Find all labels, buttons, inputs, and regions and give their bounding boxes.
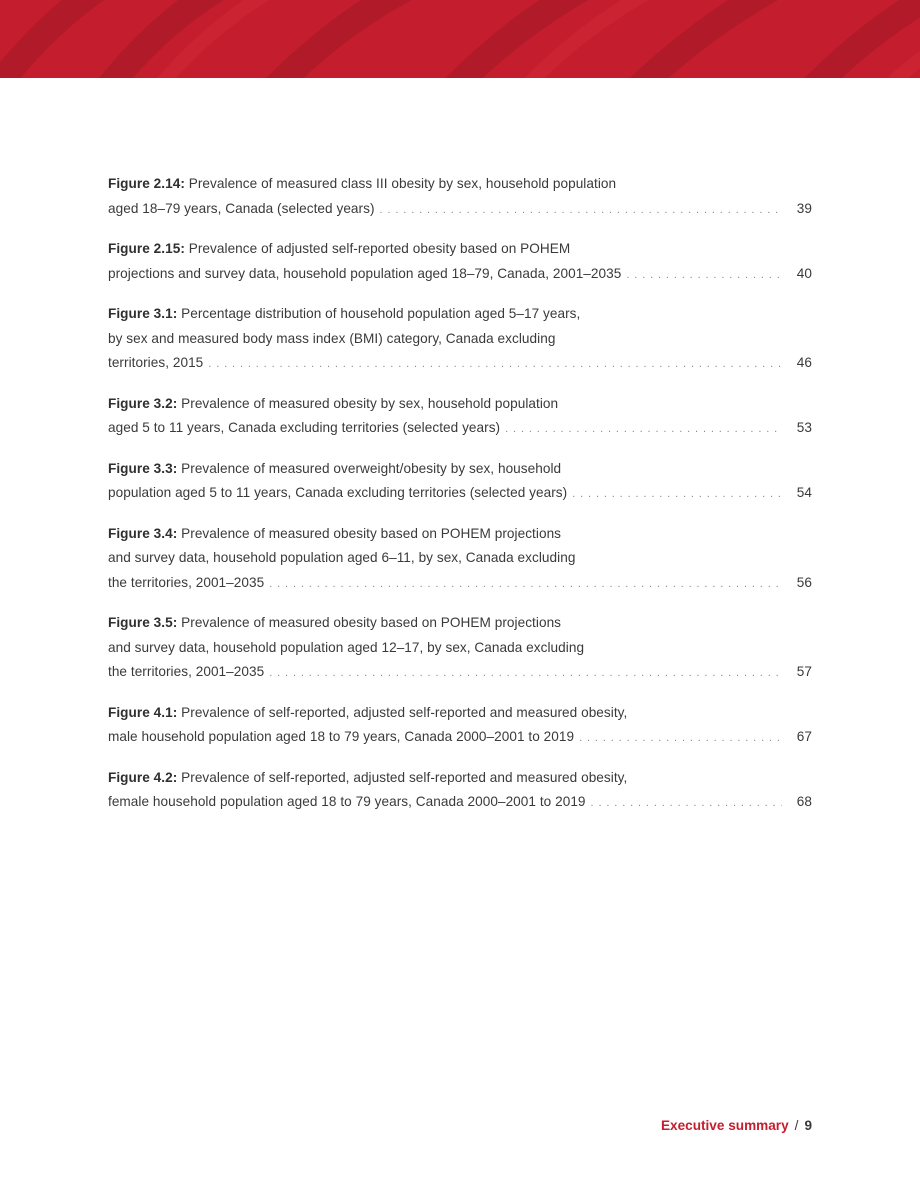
toc-entry-line [108, 351, 812, 377]
page-number: 68 [796, 794, 812, 809]
toc-entry-line [108, 416, 812, 442]
header-banner [0, 0, 920, 78]
page-number: 56 [796, 574, 812, 590]
toc-entry-line [108, 392, 812, 417]
figure-label: Figure 3.4: [108, 525, 178, 541]
figure-title-text: aged 18–79 years, Canada (selected years) [108, 200, 375, 216]
toc-entry[interactable] [108, 611, 812, 686]
toc-entry-line [108, 302, 812, 327]
figure-title-text: Percentage distribution of household population aged 5–17 years, [181, 306, 581, 321]
figure-title-text: the territories, 2001–2035 [108, 664, 265, 679]
figure-label: Figure 2.14: [108, 176, 185, 191]
toc-entry-line [108, 725, 812, 751]
figure-title-text: male household population aged 18 to 79 years, Canada 2000–2001 to 2019 [108, 729, 575, 744]
dot-leader [208, 352, 782, 377]
figure-label: Figure 2.15: [108, 241, 185, 256]
dot-leader [269, 572, 782, 597]
page-number: 39 [796, 200, 812, 216]
page-number: 46 [796, 355, 812, 370]
figure-title-text: aged 5 to 11 years, Canada excluding territories (selected years) [108, 420, 501, 435]
figure-label: Figure 4.2: [108, 769, 178, 785]
toc-entry[interactable] [108, 701, 812, 751]
figure-label: Figure 3.3: [108, 460, 178, 476]
figure-title-text: Prevalence of adjusted self-reported obesity based on POHEM [188, 241, 571, 256]
toc-entry-line [108, 481, 812, 507]
figure-title-text: territories, 2015 [108, 355, 204, 370]
toc-entry-line [108, 790, 812, 816]
page-number: 40 [796, 265, 812, 281]
toc-entry-line [108, 766, 812, 791]
toc-entry-line [108, 546, 812, 571]
toc-entry[interactable] [108, 172, 812, 222]
dot-leader [579, 726, 782, 751]
figure-title-text: Prevalence of measured obesity by sex, household population [181, 395, 559, 411]
page-number: 53 [796, 420, 812, 435]
figure-title-text: Prevalence of measured class III obesity by sex, household population [188, 176, 617, 191]
figure-title-text: by sex and measured body mass index (BMI) category, Canada excluding [108, 330, 556, 346]
toc-entry-line [108, 522, 812, 547]
toc-entry-line [108, 611, 812, 636]
toc-entry-line [108, 701, 812, 726]
dot-leader [505, 417, 782, 442]
toc-entry-line [108, 636, 812, 661]
toc-entry-line [108, 660, 812, 686]
figure-list [108, 172, 812, 831]
dot-leader [269, 661, 782, 686]
page-footer [661, 1118, 812, 1133]
figure-label: Figure 3.2: [108, 395, 178, 411]
footer-section-title: Executive summary [660, 1118, 789, 1133]
dot-leader [626, 263, 782, 288]
toc-entry-line [108, 197, 812, 223]
toc-entry[interactable] [108, 392, 812, 442]
dot-leader [572, 482, 782, 507]
figure-title-text: and survey data, household population aged 12–17, by sex, Canada excluding [108, 639, 585, 655]
toc-entry-line [108, 172, 812, 197]
toc-entry-line [108, 262, 812, 288]
dot-leader [591, 791, 782, 816]
figure-title-text: Prevalence of self-reported, adjusted self-reported and measured obesity, [181, 704, 628, 720]
figure-title-text: population aged 5 to 11 years, Canada excluding territories (selected years) [108, 485, 568, 500]
footer-page-number: 9 [804, 1118, 812, 1133]
toc-entry[interactable] [108, 457, 812, 507]
dot-leader [380, 198, 782, 223]
banner-pattern [0, 0, 920, 78]
footer-separator: / [794, 1118, 799, 1133]
figure-title-text: Prevalence of measured obesity based on POHEM projections [181, 525, 562, 541]
figure-title-text: and survey data, household population aged 6–11, by sex, Canada excluding [108, 550, 576, 565]
figure-title-text: female household population aged 18 to 79 years, Canada 2000–2001 to 2019 [108, 794, 586, 809]
figure-title-text: Prevalence of self-reported, adjusted self-reported and measured obesity, [181, 769, 628, 785]
toc-entry-line [108, 457, 812, 482]
figure-label: Figure 3.5: [108, 615, 178, 630]
figure-title-text: the territories, 2001–2035 [108, 574, 265, 590]
figure-title-text: Prevalence of measured overweight/obesity by sex, household [181, 460, 562, 476]
toc-entry[interactable] [108, 302, 812, 377]
toc-entry-line [108, 237, 812, 262]
toc-entry-line [108, 327, 812, 352]
figure-title-text: Prevalence of measured obesity based on POHEM projections [181, 615, 562, 630]
toc-entry-line [108, 571, 812, 597]
page-number: 67 [796, 729, 812, 744]
figure-title-text: projections and survey data, household population aged 18–79, Canada, 2001–2035 [108, 265, 622, 281]
toc-entry[interactable] [108, 237, 812, 287]
toc-entry[interactable] [108, 522, 812, 597]
figure-label: Figure 3.1: [108, 306, 178, 321]
toc-entry[interactable] [108, 766, 812, 816]
page-number: 57 [796, 664, 812, 679]
page-number: 54 [796, 485, 812, 500]
figure-label: Figure 4.1: [108, 704, 178, 720]
